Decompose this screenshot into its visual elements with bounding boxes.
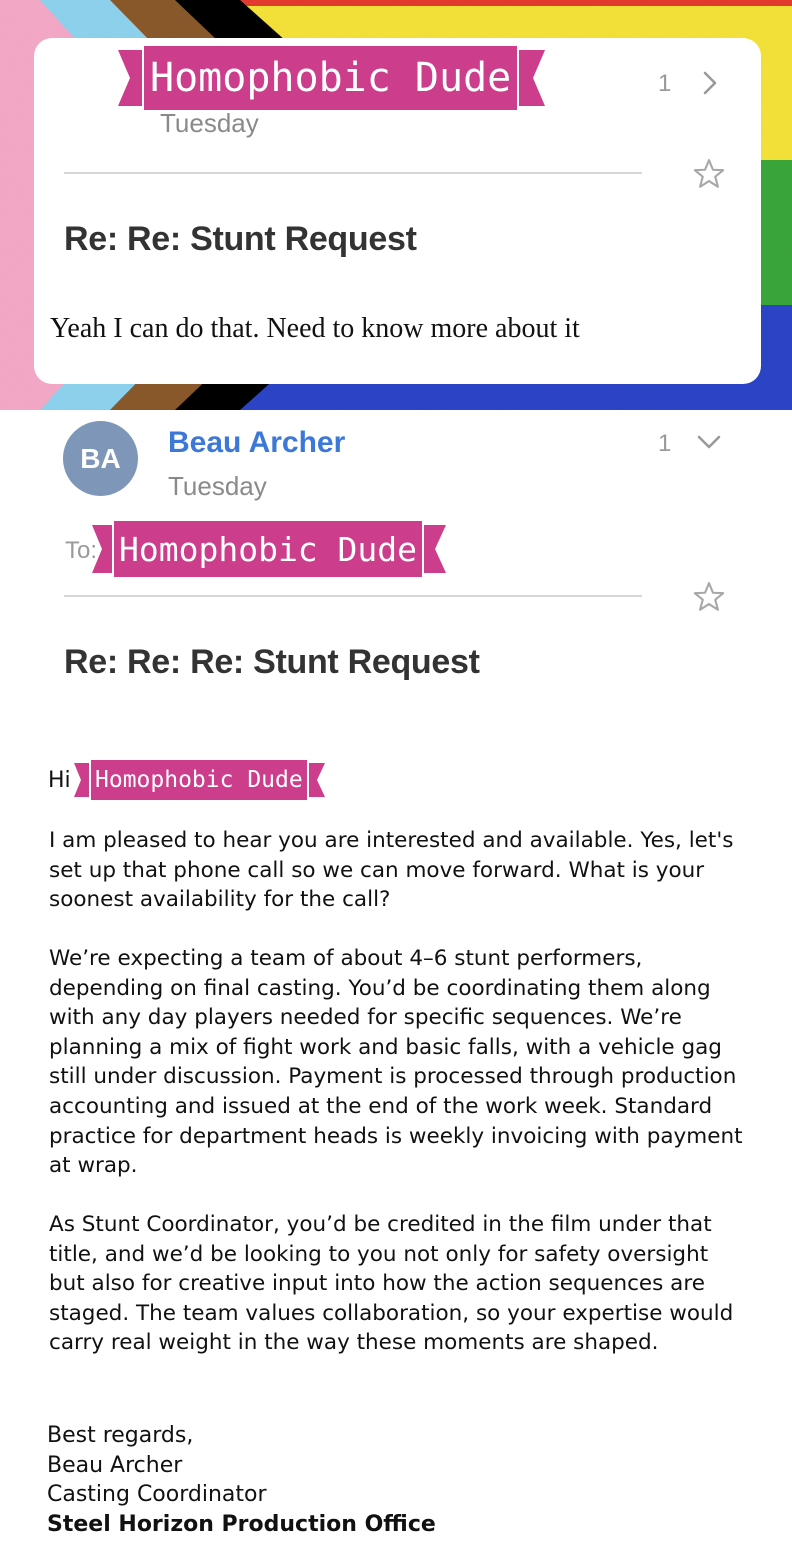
signature-company: Steel Horizon Production Office [47, 1511, 436, 1537]
previous-thread-count: 1 [658, 70, 672, 97]
redacted-name-ribbon [118, 46, 545, 110]
ribbon-right-tail [424, 521, 446, 577]
previous-divider [64, 172, 642, 174]
previous-snippet: Yeah I can do that. Need to know more about it [50, 313, 580, 344]
redacted-recipient-ribbon [92, 521, 446, 577]
star-outline-icon[interactable] [692, 580, 726, 614]
signature-name: Beau Archer [47, 1452, 183, 1478]
body-paragraph: As Stunt Coordinator, you’d be credited in the film under that title, and we’d be looking to you not only for safety oversight but also for creative input into how the action sequences are staged. The team values collaboration, so your expertise would carry real weight in the way these moments are shaped. [49, 1212, 734, 1356]
ribbon-right-tail [309, 760, 325, 800]
signature-closing: Best regards, [47, 1423, 194, 1448]
previous-message-date: Tuesday [160, 108, 259, 138]
message-date: Tuesday [168, 471, 267, 501]
body-paragraph: We’re expecting a team of about 4–6 stunt performers, depending on final casting. You’d be coordinating them along with any day players needed for specific sequences. We’re planning a mix of fight work and basic falls, with a vehicle gag still under discussion. Payment is processed through production accounting and issued at the end of the work week. Standard practice for department heads is weekly invoicing with payment at wrap. [49, 946, 743, 1179]
previous-sender-name: Homophobic Dude [142, 46, 519, 110]
ribbon-left-tail [92, 521, 112, 577]
previous-subject: Re: Re: Stunt Request [64, 220, 417, 258]
message-divider [64, 595, 642, 597]
chevron-right-icon[interactable] [700, 70, 720, 96]
sender-name[interactable]: Beau Archer [168, 426, 346, 459]
chevron-down-icon[interactable] [696, 432, 722, 452]
thread-count: 1 [658, 430, 672, 457]
message-subject: Re: Re: Re: Stunt Request [64, 643, 480, 681]
ribbon-right-tail [519, 46, 545, 110]
greeting: Hi [48, 768, 71, 793]
ribbon-left-tail [74, 760, 89, 800]
body-paragraph: I am pleased to hear you are interested and available. Yes, let's set up that phone call so we can move forward. What is your soonest availability for the call? [49, 828, 734, 913]
signature-title: Casting Coordinator [47, 1482, 267, 1507]
to-label: To: [65, 537, 98, 564]
greeting-name: Homophobic Dude [89, 760, 309, 800]
ribbon-left-tail [118, 46, 142, 110]
recipient-name: Homophobic Dude [112, 521, 424, 577]
signature [47, 1421, 436, 1539]
star-outline-icon[interactable] [692, 157, 726, 191]
redacted-greeting-ribbon [74, 760, 325, 800]
avatar: BA [63, 421, 138, 496]
